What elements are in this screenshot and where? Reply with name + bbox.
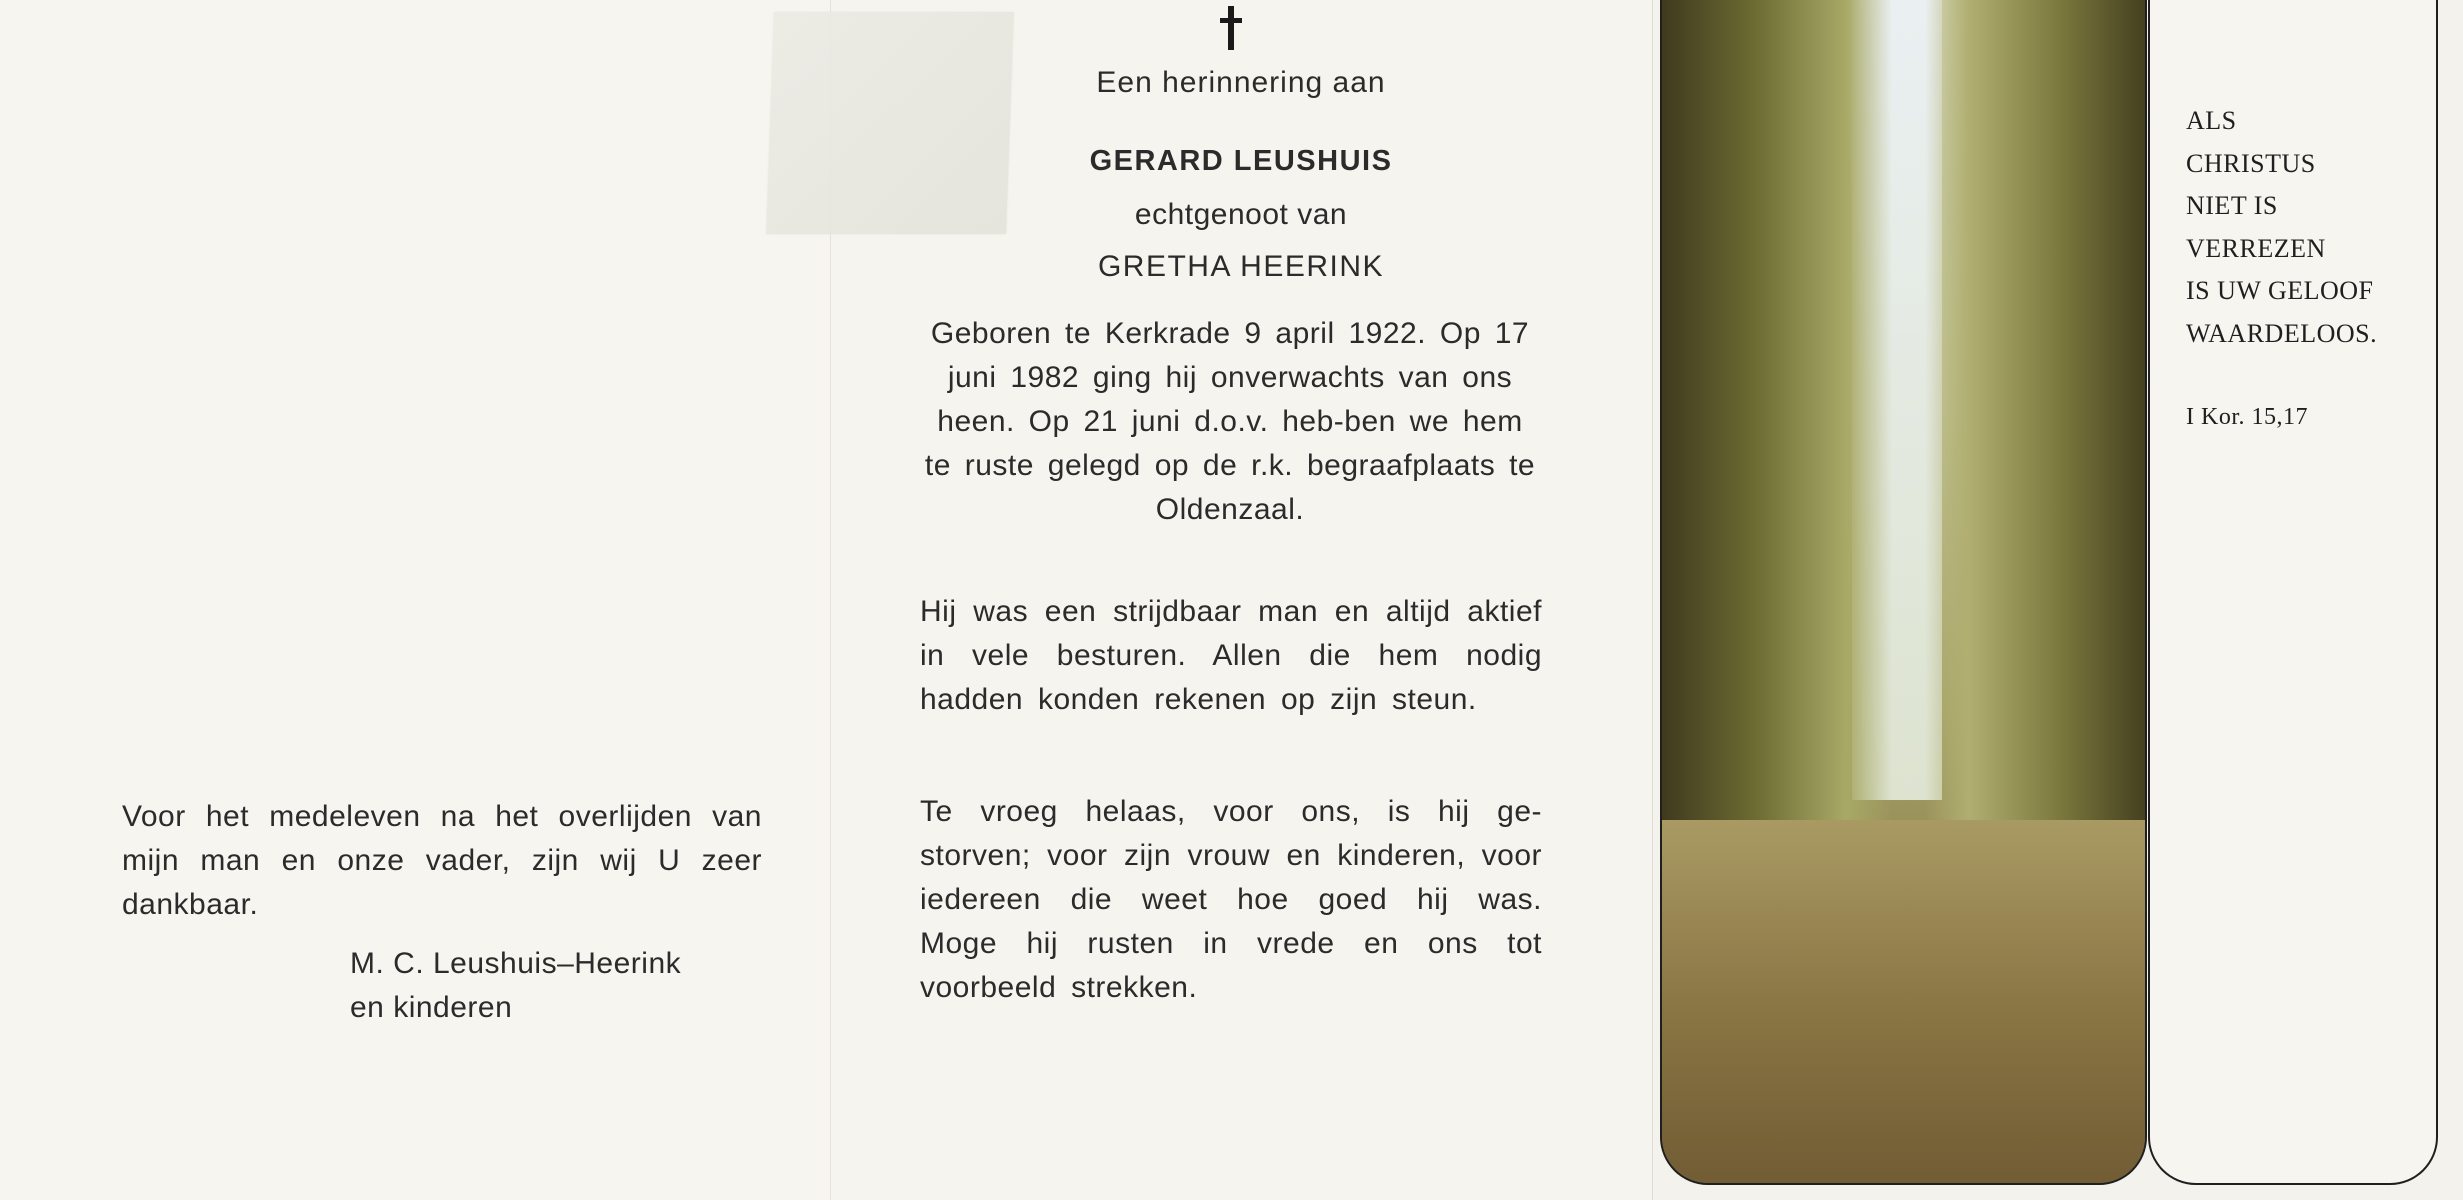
thanks-text: Voor het medeleven na het overlijden van mijn man en onze vader, zijn wij U zeer dankbaar. [122, 800, 762, 921]
verse-line: VERREZEN [2186, 233, 2326, 263]
intro-text: Een herinnering aan [1096, 66, 1386, 99]
verse-line: ALS [2186, 106, 2237, 135]
verse-line: CHRISTUS [2186, 148, 2316, 178]
verse-line: NIET IS [2186, 191, 2278, 220]
signature [350, 942, 681, 1030]
signature-family: en kinderen [350, 991, 513, 1024]
spouse-label: echtgenoot van [1134, 198, 1348, 231]
verse-line: IS UW GELOOF [2186, 276, 2374, 305]
signature-name: M. C. Leushuis–Heerink [350, 947, 682, 980]
bible-verse [2186, 100, 2377, 355]
biography: Geboren te Kerkrade 9 april 1922. Op 17 juni 1982 ging hij onverwachts van ons heen. Op 21 juni d.o.v. heb-ben we hem te ruste gelegd op de r.k. begraafplaats te Oldenzaal. [924, 317, 1536, 526]
tribute-paragraph-1: Hij was een strijdbaar man en altijd aktief in vele besturen. Allen die hem nodig hadden konden rekenen op zijn steun. [920, 595, 1542, 716]
tribute-paragraph-2: Te vroeg helaas, voor ons, is hij ge-storven; voor zijn vrouw en kinderen, voor iedereen die weet hoe goed hij was. Moge hij rusten in vrede en ons tot voorbeeld strekken. [920, 795, 1542, 1004]
spouse-name: GRETHA HEERINK [1097, 250, 1385, 283]
verse-reference: I Kor. 15,17 [2186, 404, 2308, 430]
forest-path-photo [1660, 0, 2147, 1185]
verse-line: WAARDELOOS. [2186, 318, 2378, 348]
cross-icon [1212, 6, 1252, 52]
deceased-name: GERARD LEUSHUIS [1089, 145, 1393, 177]
